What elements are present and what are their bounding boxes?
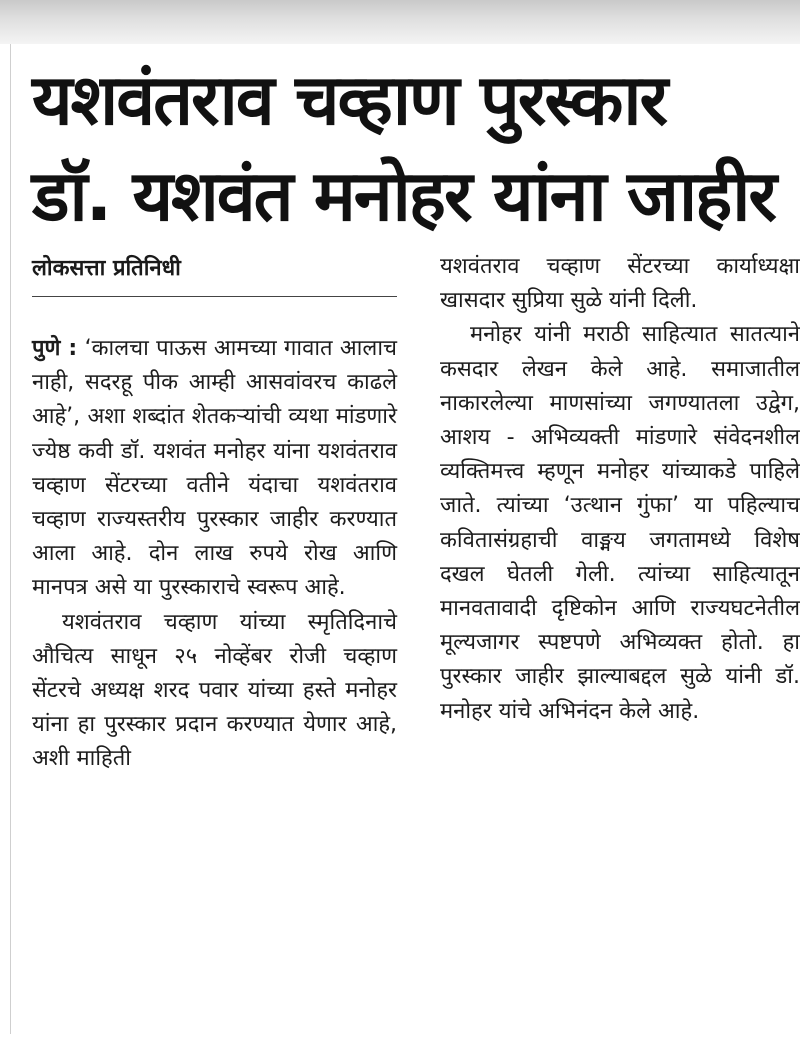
scan-top-edge — [0, 0, 800, 44]
paragraph-3: मनोहर यांनी मराठी साहित्यात सातत्याने कसदार लेखन केले आहे. समाजातील नाकारलेल्या माणसांच्या जगण्यातला उद्वेग, आशय - अभिव्यक्ती मांडणारे संवेदनशील व्यक्तिमत्त्व म्हणून मनोहर यांच्याकडे पाहिले जाते. त्यांच्या ‘उत्थान गुंफा’ या पहिल्याच कवितासंग्रहाची वाङ्मय जगतामध्ये विशेष दखल घेतली गेली. त्यांच्या साहित्यातून मानवतावादी दृष्टिकोन आणि राज्यघटनेतील मूल्यजागर स्पष्टपणे अभिव्यक्त होतो. हा पुरस्कार जाहीर झाल्याबद्दल सुळे यांनी डॉ. मनोहर यांचे अभिनंदन केले आहे. — [440, 322, 800, 724]
paragraph-2: यशवंतराव चव्हाण यांच्या स्मृतिदिनाचे औचित्य साधून २५ नोव्हेंबर रोजी चव्हाण सेंटरचे अध्यक्ष शरद पवार यांच्या हस्ते मनोहर यांना हा पुरस्कार प्रदान करण्यात येणार आहे, अशी माहिती — [32, 609, 397, 772]
dateline: पुणे : — [32, 336, 78, 361]
paragraph-1 — [32, 332, 397, 606]
headline-line-2: डॉ. यशवंत मनोहर यांना जाहीर — [32, 155, 776, 237]
column-rule — [10, 44, 11, 1034]
paragraph-2-continued: यशवंतराव चव्हाण सेंटरच्या कार्याध्यक्षा खासदार सुप्रिया सुळे यांनी दिली. — [440, 254, 800, 314]
article-column-right — [440, 250, 800, 729]
headline — [32, 52, 800, 244]
paragraph-1-text: ‘कालचा पाऊस आमच्या गावात आलाच नाही, सदरहू पीक आम्ही आसवांवरच काढले आहे’, अशा शब्दांत शेतकऱ्यांची व्यथा मांडणारे ज्येष्ठ कवी डॉ. यशवंत मनोहर यांना यशवंतराव चव्हाण सेंटरच्या वतीने यंदाचा यशवंतराव चव्हाण राज्यस्तरीय पुरस्कार जाहीर करण्यात आला आहे. दोन लाख रुपये रोख आणि मानपत्र असे या पुरस्काराचे स्वरूप आहे. — [32, 336, 398, 601]
headline-line-1: यशवंतराव चव्हाण पुरस्कार — [32, 59, 667, 141]
article-column-left — [32, 332, 397, 777]
byline: लोकसत्ता प्रतिनिधी — [32, 252, 397, 297]
